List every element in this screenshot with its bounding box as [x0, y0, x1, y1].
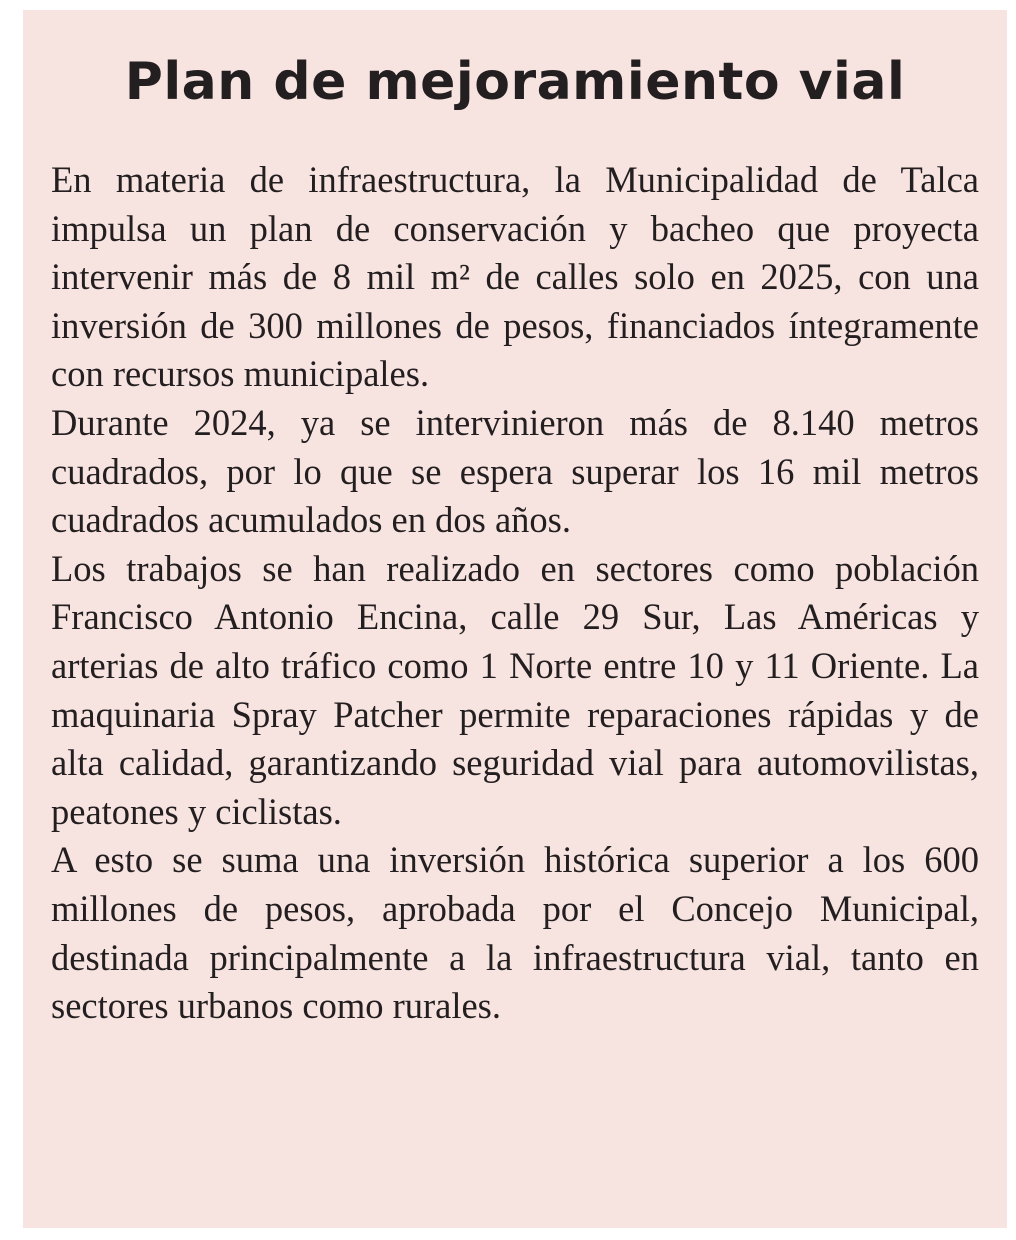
- article-title: Plan de mejoramiento vial: [124, 52, 906, 112]
- article-box: [23, 10, 1007, 1228]
- article-paragraph: Los trabajos se han realizado en sectores como población Francisco Antonio Encina, calle 29 Sur, Las Américas y arterias de alto tráfico como 1 Norte entre 10 y 11 Oriente. La maquinaria Spray Patcher permite reparaciones rápidas y de alta calidad, garantizando seguridad vial para automovilistas, peatones y ciclistas.: [51, 547, 979, 832]
- article-paragraph: En materia de infraestructura, la Municipalidad de Talca impulsa un plan de conservación y bacheo que proyecta intervenir más de 8 mil m² de calles solo en 2025, con una inversión de 300 millones de pesos, financiados íntegramente con recursos municipales.: [51, 159, 979, 395]
- article-body: [51, 156, 979, 1031]
- article-paragraph: Durante 2024, ya se intervinieron más de 8.140 metros cuadrados, por lo que se espera superar los 16 mil metros cuadrados acumulados en dos años.: [51, 401, 979, 541]
- article-paragraph: A esto se suma una inversión histórica superior a los 600 millones de pesos, aprobada por el Concejo Municipal, destinada principalmente a la infraestructura vial, tanto en sectores urbanos como rurales.: [51, 839, 979, 1027]
